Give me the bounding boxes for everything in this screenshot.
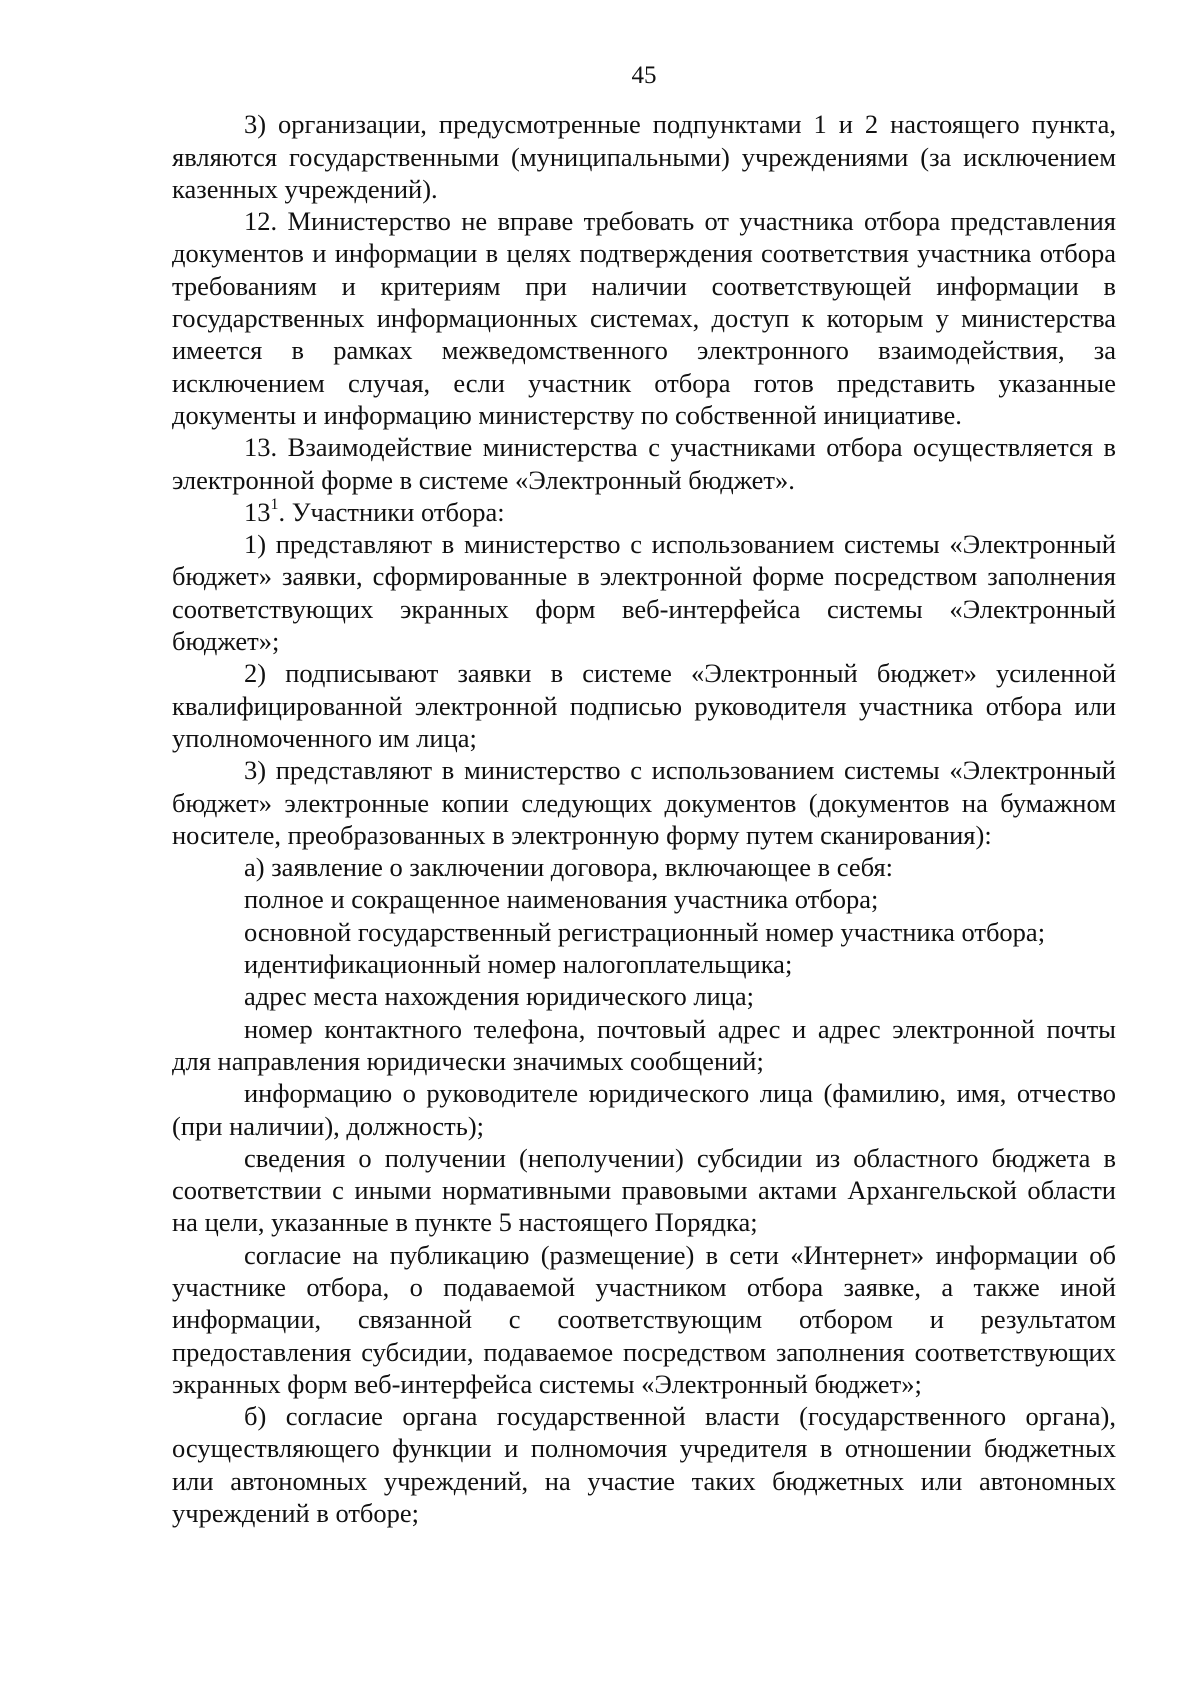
paragraph-13-1-item-1: 1) представляют в министерство с использованием системы «Электронный бюджет» заявки, сформированные в электронной форме посредством заполнения соответствующих экранных форм веб-интерфейса системы «Электронный бюджет»;: [172, 529, 1116, 657]
paragraph-item-a-7: сведения о получении (неполучении) субсидии из областного бюджета в соответствии с иными нормативными правовыми актами Архангельской области на цели, указанные в пункте 5 настоящего Порядка;: [172, 1142, 1116, 1238]
paragraph-13-1-number: 13: [244, 496, 271, 527]
paragraph-13-1-item-3: 3) представляют в министерство с использованием системы «Электронный бюджет» электронные копии следующих документов (документов на бумажном носителе, преобразованных в электронную форму путем сканирования):: [172, 755, 1116, 850]
paragraph-11-3: 3) организации, предусмотренные подпунктами 1 и 2 настоящего пункта, являются государственными (муниципальными) учреждениями (за исключением казенных учреждений).: [172, 109, 1116, 204]
document-page: [172, 60, 1116, 1529]
paragraph-item-a-6: информацию о руководителе юридического лица (фамилию, имя, отчество (при наличии), должность);: [172, 1078, 1116, 1141]
paragraph-13-1-item-2: 2) подписывают заявки в системе «Электронный бюджет» усиленной квалифицированной электронной подписью руководителя участника отбора или уполномоченного им лица;: [172, 658, 1116, 753]
paragraph-item-a-2: основной государственный регистрационный номер участника отбора;: [244, 916, 1046, 947]
paragraph-12: 12. Министерство не вправе требовать от участника отбора представления документов и информации в целях подтверждения соответствия участника отбора требованиям и критериям при наличии соответствующей информации в государственных информационных системах, доступ к которым у министерства имеется в рамках межведомственного электронного взаимодействия, за исключением случая, если участник отбора готов представить указанные документы и информацию министерству по собственной инициативе.: [172, 206, 1116, 430]
paragraph-item-a-4: адрес места нахождения юридического лица;: [244, 981, 755, 1012]
paragraph-item-a-8: согласие на публикацию (размещение) в сети «Интернет» информации об участнике отбора, о подаваемой участником отбора заявке, а также иной информации, связанной с соответствующим отбором и результатом предоставления субсидии, подаваемое посредством заполнения соответствующих экранных форм веб-интерфейса системы «Электронный бюджет»;: [172, 1239, 1116, 1399]
paragraph-13: 13. Взаимодействие министерства с участниками отбора осуществляется в электронной форме в системе «Электронный бюджет».: [172, 432, 1116, 495]
paragraph-13-1: [172, 496, 1116, 528]
paragraph-item-a-5: номер контактного телефона, почтовый адрес и адрес электронной почты для направления юридически значимых сообщений;: [172, 1013, 1116, 1076]
paragraph-item-a-3: идентификационный номер налогоплательщика;: [244, 949, 793, 980]
paragraph-item-a-1: полное и сокращенное наименования участника отбора;: [244, 884, 879, 915]
paragraph-13-1-superscript: 1: [270, 496, 279, 514]
paragraph-item-a: а) заявление о заключении договора, включающее в себя:: [244, 852, 894, 883]
page-number: 45: [631, 62, 657, 89]
paragraph-item-b: б) согласие органа государственной власти (государственного органа), осуществляющего функции и полномочия учредителя в отношении бюджетных или автономных учреждений, на участие таких бюджетных или автономных учреждений в отборе;: [172, 1401, 1116, 1529]
paragraph-13-1-text: . Участники отбора:: [278, 496, 505, 527]
